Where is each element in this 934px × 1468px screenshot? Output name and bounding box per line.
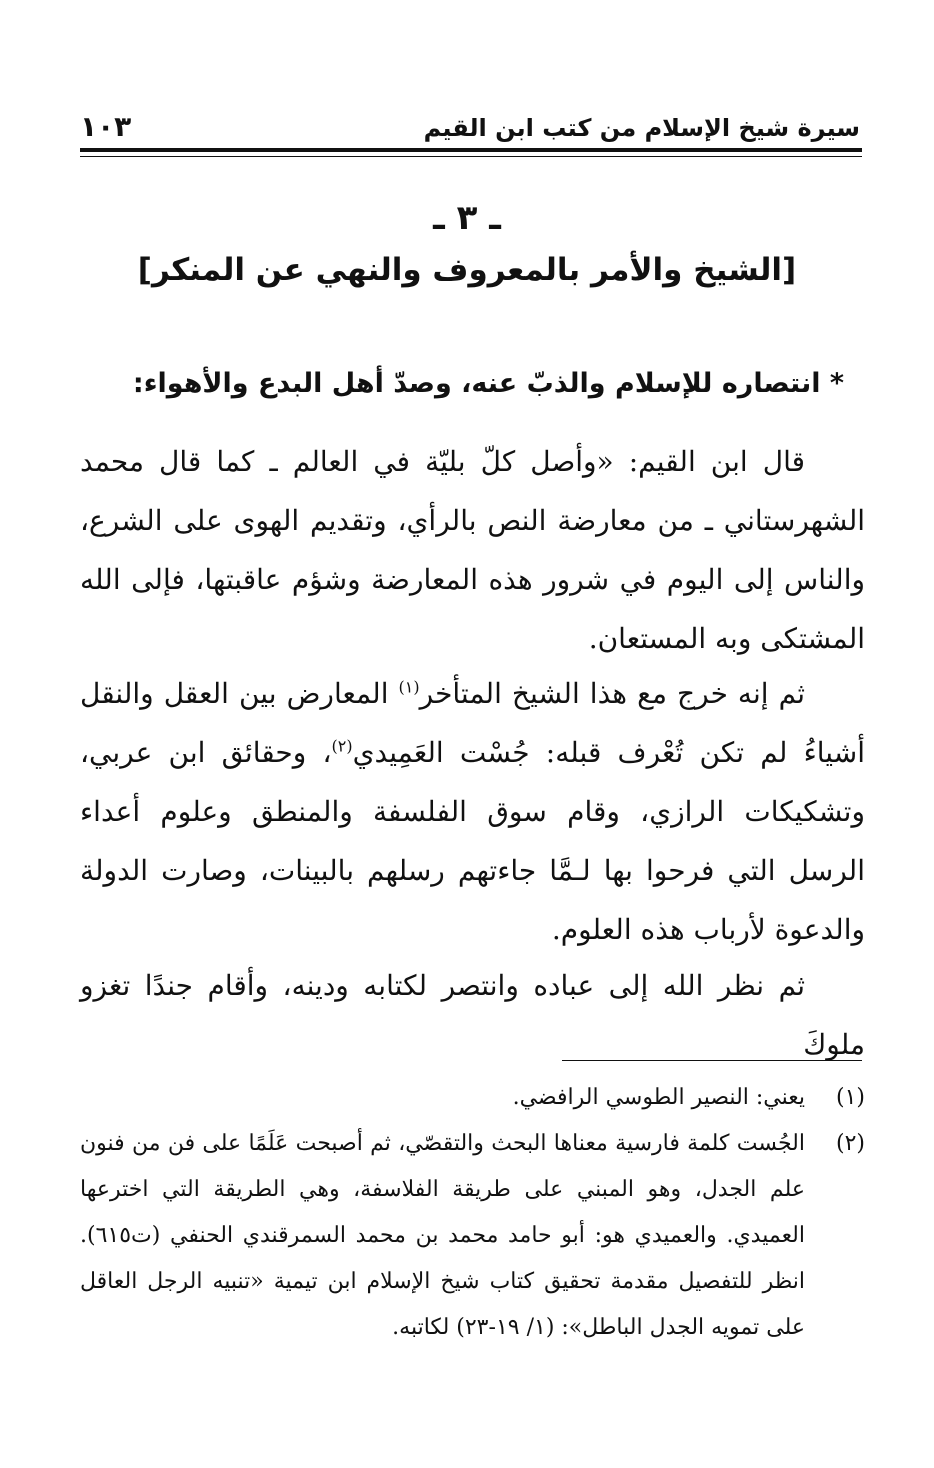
footnotes — [80, 1075, 865, 1351]
paragraph-2-part-c: ، وحقائق ابن عربي، وتشكيكات الرازي، وقام سوق الفلسفة والمنطق وعلوم أعداء الرسل التي فرحوا بها لـمَّا جاءتهم رسلهم بالبينات، وصارت الدولة والدعوة لأرباب هذه العلوم. — [80, 736, 865, 946]
chapter-title: [الشيخ والأمر بالمعروف والنهي عن المنكر] — [137, 252, 797, 288]
running-title: سيرة شيخ الإسلام من كتب ابن القيم — [423, 114, 860, 142]
footnote-separator — [562, 1060, 862, 1061]
paragraph-2-part-b: المعارض بين العقل والنقل أشياءُ لم تكن تُعْرف قبله: جُسْت العَمِيدي — [80, 677, 865, 769]
paragraph-3: ثم نظر الله إلى عباده وانتصر لكتابه ودينه، وأقام جندًا تغزو ملوكَ — [80, 969, 865, 1061]
footnote-item — [80, 1075, 865, 1121]
footnote-ref-1[interactable]: (١) — [398, 677, 420, 697]
chapter-number: ـ ٣ ـ — [433, 198, 501, 238]
footnote-text: الجُست كلمة فارسية معناها البحث والتقصّي، ثم أصبحت عَلَمًا على فن من فنون علم الجدل، وهو المبني على طريقة الفلاسفة، وهي الطريقة التي اخترعها العميدي. والعميدي هو: أبو حامد محمد بن محمد السمرقندي الحنفي (ت٦١٥). انظر للتفصيل مقدمة تحقيق كتاب شيخ الإسلام ابن تيمية «تنبيه الرجل العاقل على تمويه الجدل الباطل»: (١/ ١٩-٢٣) لكاتبه. — [80, 1131, 806, 1340]
footnote-ref-2[interactable]: (٢) — [331, 736, 353, 756]
footnote-text: يعني: النصير الطوسي الرافضي. — [512, 1085, 805, 1110]
footnote-number: (١) — [835, 1085, 865, 1110]
page-number: ١٠٣ — [80, 110, 132, 143]
header-rule-thick — [80, 148, 862, 152]
header-rule-thin — [80, 156, 862, 157]
section-heading: * انتصاره للإسلام والذبّ عنه، وصدّ أهل البدع والأهواء: — [132, 368, 844, 399]
page-header — [80, 108, 860, 150]
paragraph-1: قال ابن القيم: «وأصل كلّ بليّة في العالم ـ كما قال محمد الشهرستاني ـ من معارضة النص بالرأي، وتقديم الهوى على الشرع، والناس إلى اليوم في شرور هذه المعارضة وشؤم عاقبتها، فإلى الله المشتكى وبه المستعان. — [80, 445, 866, 655]
paragraph-2-part-a: ثم إنه خرج مع هذا الشيخ المتأخر — [419, 677, 805, 710]
footnote-number: (٢) — [835, 1131, 865, 1156]
footnote-item — [80, 1121, 865, 1351]
paragraph-2 — [80, 664, 865, 959]
